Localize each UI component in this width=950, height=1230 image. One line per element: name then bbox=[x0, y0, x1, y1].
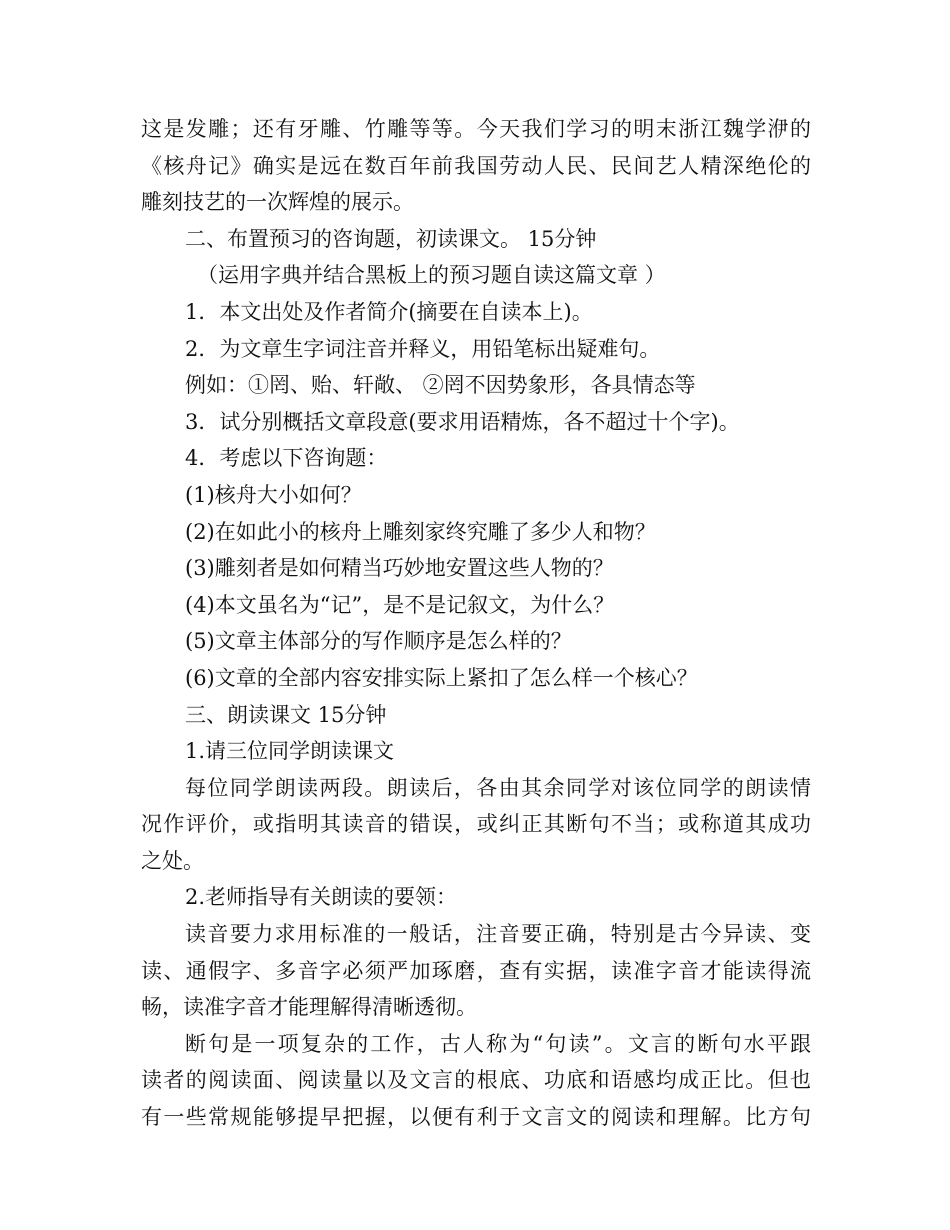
text-line: 读者的阅读面、阅读量以及文言的根底、功底和语感均成正比。但也 bbox=[141, 1068, 811, 1093]
text-line: 之处。 bbox=[141, 848, 204, 873]
text-line: 《核舟记》确实是远在数百年前我国劳动人民、民间艺人精深绝伦的 bbox=[141, 153, 811, 178]
list-item: 3．试分别概括文章段意(要求用语精炼，各不超过十个字)。 bbox=[185, 409, 740, 434]
text-line: 况作评价，或指明其读音的错误，或纠正其断句不当；或称道其成功 bbox=[141, 812, 811, 837]
question-item: (3)雕刻者是如何精当巧妙地安置这些人物的？ bbox=[185, 556, 614, 581]
question-item: (1)核舟大小如何？ bbox=[185, 482, 362, 507]
list-item: 1．本文出处及作者简介(摘要在自读本上)。 bbox=[185, 299, 593, 324]
question-item: (6)文章的全部内容安排实际上紧扣了怎么样一个核心？ bbox=[185, 665, 698, 690]
text-line: 畅，读准字音才能理解得清晰透彻。 bbox=[141, 995, 477, 1020]
text-line: 读音要力求用标准的一般话，注音要正确，特别是古今异读、变 bbox=[185, 922, 811, 947]
question-item: (2)在如此小的核舟上雕刻家终究雕了多少人和物？ bbox=[185, 519, 656, 544]
question-item: (5)文章主体部分的写作顺序是怎么样的？ bbox=[185, 629, 572, 654]
text-line: 断句是一项复杂的工作，古人称为“句读”。文言的断句水平跟 bbox=[185, 1031, 811, 1056]
document-body bbox=[141, 111, 811, 1136]
text-line: 有一些常规能够提早把握，以便有利于文言文的阅读和理解。比方句 bbox=[141, 1105, 811, 1130]
section-heading: 三、朗读课文 15分钟 bbox=[185, 702, 387, 727]
list-item: 1.请三位同学朗读课文 bbox=[185, 739, 395, 764]
text-line: 这是发雕；还有牙雕、竹雕等等。今天我们学习的明末浙江魏学洢的 bbox=[141, 117, 811, 141]
question-item: (4)本文虽名为“记”，是不是记叙文，为什么？ bbox=[185, 592, 615, 617]
text-line: 读、通假字、多音字必须严加琢磨，查有实据，读准字音才能读得流 bbox=[141, 958, 811, 983]
list-item: 4．考虑以下咨询题： bbox=[185, 446, 388, 471]
section-heading: 二、布置预习的咨询题，初读课文。 15分钟 bbox=[185, 226, 597, 251]
list-item: 2．为文章生字词注音并释义，用铅笔标出疑难句。 bbox=[185, 336, 661, 361]
text-line: （运用字典并结合黑板上的预习题自读这篇文章 ） bbox=[197, 263, 666, 288]
list-item: 2.老师指导有关朗读的要领： bbox=[185, 885, 458, 910]
text-line: 雕刻技艺的一次辉煌的展示。 bbox=[141, 190, 414, 215]
list-item: 例如：①罔、贻、轩敞、 ②罔不因势象形，各具情态等 bbox=[185, 373, 696, 398]
text-line: 每位同学朗读两段。朗读后，各由其余同学对该位同学的朗读情 bbox=[185, 775, 811, 800]
